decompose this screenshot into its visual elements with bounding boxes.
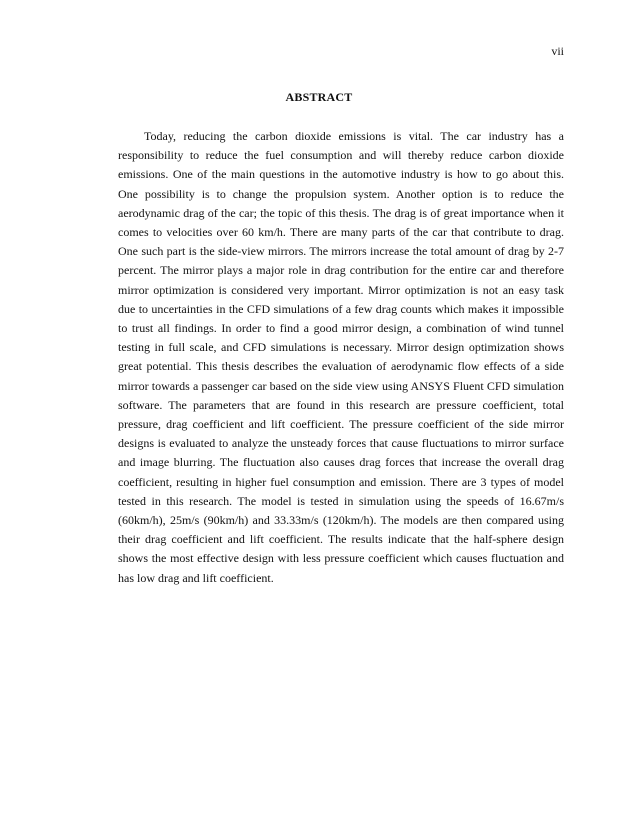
page-number: vii — [551, 44, 564, 58]
abstract-paragraph: Today, reducing the carbon dioxide emissions is vital. The car industry has a responsibility to reduce the fuel consumption and will thereby reduce carbon dioxide emissions. One of the main questions in the automotive industry is how to go about this. One possibility is to change the propulsion system. Another option is to reduce the aerodynamic drag of the car; the topic of this thesis. The drag is of great importance when it comes to velocities over 60 km/h. There are many parts of the car that contribute to drag. One such part is the side-view mirrors. The mirrors increase the total amount of drag by 2-7 percent. The mirror plays a major role in drag contribution for the entire car and therefore mirror optimization is considered very important. Mirror optimization is not an easy task due to uncertainties in the CFD simulations of a few drag counts which makes it impossible to trust all findings. In order to find a good mirror design, a combination of wind tunnel testing in full scale, and CFD simulations is necessary. Mirror design optimization shows great potential. This thesis describes the evaluation of aerodynamic flow effects of a side mirror towards a passenger car based on the side view using ANSYS Fluent CFD simulation software. The parameters that are found in this research are pressure coefficient, total pressure, drag coefficient and lift coefficient. The pressure coefficient of the side mirror designs is evaluated to analyze the unsteady forces that cause fluctuations to mirror surface and image blurring. The fluctuation also causes drag forces that increase the overall drag coefficient, resulting in higher fuel consumption and emission. There are 3 types of model tested in this research. The model is tested in simulation using the speeds of 16.67m/s (60km/h), 25m/s (90km/h) and 33.33m/s (120km/h). The models are then compared using their drag coefficient and lift coefficient. The results indicate that the half-sphere design shows the most effective design with less pressure coefficient which causes fluctuation and has low drag and lift coefficient. — [118, 129, 564, 585]
page-title: ABSTRACT — [285, 90, 353, 104]
